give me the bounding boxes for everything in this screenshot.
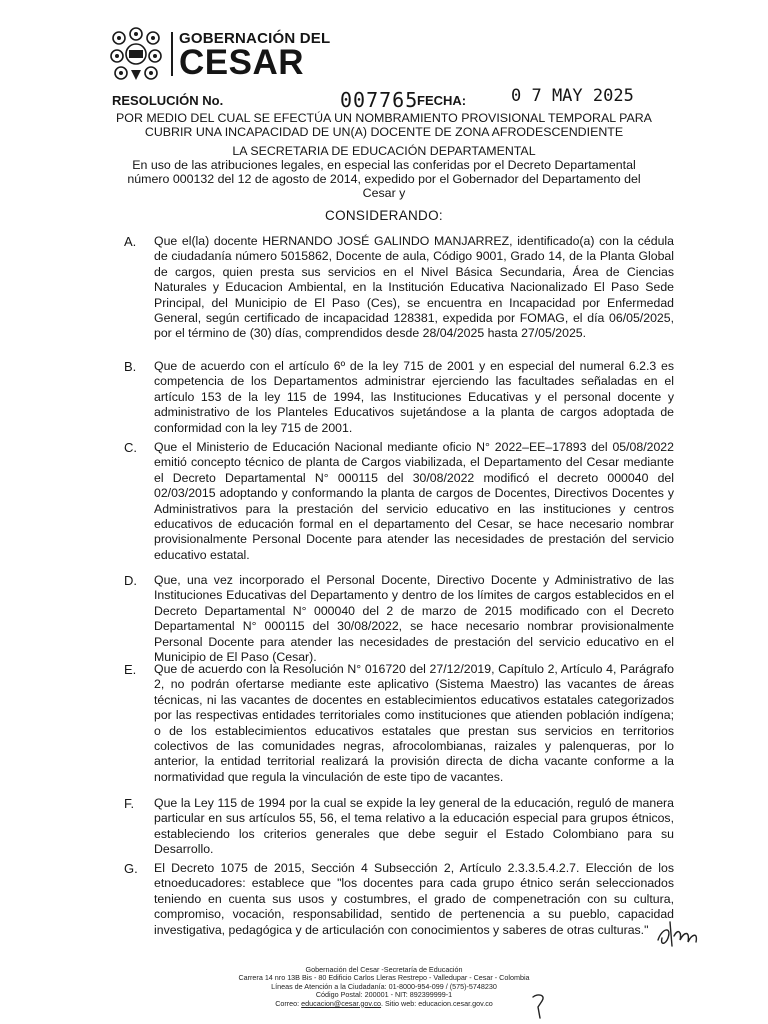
date-stamp: 0 7 MAY 2025 — [511, 86, 634, 106]
clause-text: Que el Ministerio de Educación Nacional mediante oficio N° 2022–EE–17893 del 05/08/2022 emitió concepto técnico de planta de Cargos viabilizada, el Departamento del Cesar mediante el Decreto Departamental N° 000115 del 30/08/2022 modificó el decreto 000040 del 02/03/2015 adoptando y conformando la planta de cargos de Docentes, Directivos Docentes y Administrativos para la prestación del servicio educativo en las instituciones y centros educativos de educación formal en el departamento del Cesar, se hace necesario nombrar provisionalmente Personal Docente para atender las necesidades de prestación del servicio educativo estatal. — [154, 440, 674, 562]
header-logo — [107, 24, 331, 84]
issuer: LA SECRETARIA DE EDUCACIÓN DEPARTAMENTAL — [232, 144, 536, 158]
clause-text: Que, una vez incorporado el Personal Docente, Directivo Docente y Administrativo de las Instituciones Educativas del Departamento y dentro de los límites de cargos establecidos en el Decreto Departamental N° 000040 del 2 de marzo de 2015 modificado con el Decreto Departamental N° 000115 del 30/08/2022, se hace necesario nombrar provisionalmente Personal Docente para atender las necesidades de prestación del servicio educativo en el Municipio de El Paso (Cesar). — [154, 573, 674, 665]
clause-letter: C. — [124, 440, 137, 455]
clause-letter: G. — [124, 861, 138, 876]
date-label: FECHA: — [417, 93, 467, 108]
preamble-line-2: número 000132 del 12 de agosto de 2014, expedido por el Gobernador del Departamento del — [127, 172, 641, 186]
preamble-line-1: En uso de las atribuciones legales, en especial las conferidas por el Decreto Departamental — [132, 158, 636, 172]
clause-text: Que de acuerdo con la Resolución N° 016720 del 27/12/2019, Capítulo 2, Artículo 4, Parágrafo 2, no podrán ofertarse mediante este aplicativo (Sistema Maestro) las vacantes de áreas técnicas, ni las vacantes de docentes en establecimientos educativos estatales categorizados por las respectivas entidades territoriales como instituciones que atienden población indígena; o de los establecimientos educativos estatales que prestan sus servicios en territorios colectivos de las comunidades negras, afrocolombianas, raizales y palenqueras, por lo anterior, la entidad territorial realizará la provisión directa de dicha vacante conforme a la normatividad que regula la vinculación de este tipo de vacantes. — [154, 662, 674, 784]
clause-letter: F. — [124, 796, 135, 811]
clause-letter: A. — [124, 234, 137, 249]
resolution-number: 007765 — [340, 88, 419, 112]
footer-contact — [0, 1000, 768, 1008]
brand-name-bottom: CESAR — [179, 43, 305, 82]
resolution-label: RESOLUCIÓN No. — [112, 93, 224, 108]
footer-web-label: . Sitio web: — [381, 998, 417, 1008]
page-footer — [0, 966, 768, 1008]
preamble-line-3: Cesar y — [362, 186, 406, 200]
footer-phone-lines: Líneas de Atención a la Ciudadanía: 01-8000-954-099 / (575)-5748230 — [271, 981, 497, 991]
footer-web-link[interactable]: educacion.cesar.gov.co — [418, 998, 493, 1008]
clause-letter: E. — [124, 662, 137, 677]
footer-line: Gobernación del Cesar -Secretaría de Educación — [305, 965, 463, 974]
brand-name-top: GOBERNACIÓN DEL — [179, 30, 331, 47]
handwritten-initials — [652, 914, 712, 950]
clause-text: Que de acuerdo con el artículo 6º de la ley 715 de 2001 y en especial del numeral 6.2.3 es competencia de los Departamentos administrar ejerciendo las facultades señaladas en el artículo 153 de la ley 115 de 1994, las Instituciones Educativas y el personal docente y administrativo de los Planteles Educativos sujetándose a la planta de cargos adoptada de conformidad con la ley 715 de 2001. — [154, 359, 674, 435]
footer-email-label: Correo: — [275, 998, 300, 1008]
title-line-1: POR MEDIO DEL CUAL SE EFECTÚA UN NOMBRAMIENTO PROVISIONAL TEMPORAL PARA — [116, 111, 652, 125]
clause-text: Que la Ley 115 de 1994 por la cual se expide la ley general de la educación, reguló de manera particular en sus artículos 55, 56, el tema relativo a la educación especial para grupos étnicos, estableciendo los criterios generales que debe seguir el Estado Colombiano para su Desarrollo. — [154, 796, 674, 857]
footer-address: Carrera 14 nro 13B Bis - 80 Edificio Carlos Lleras Restrepo - Valledupar - Cesar - Colombia — [238, 973, 530, 983]
handwritten-page-mark — [530, 992, 550, 1020]
clause-text: Que el(la) docente HERNANDO JOSÉ GALINDO MANJARREZ, identificado(a) con la cédula de ciudadanía número 5015862, Docente de aula, Código 9001, Grado 14, de la Planta Global de cargos, quien presta sus servicios en el Nivel Básica Secundaria, Área de Ciencias Naturales y Educacion Ambiental, en la Institución Educativa Nacionalizado El Paso Sede Principal, del Municipio de El Paso (Ces), se encuentra en Incapacidad por Enfermedad General, según certificado de incapacidad 128381, expedida por FOMAG, el día 06/05/2025, por el término de (30) días, comprendidos desde 28/04/2025 hasta 27/05/2025. — [154, 234, 674, 341]
coat-of-arms-icon — [107, 26, 165, 82]
clause-letter: B. — [124, 359, 137, 374]
considerando-heading: CONSIDERANDO: — [325, 208, 443, 223]
logo-divider — [171, 32, 173, 76]
clause-letter: D. — [124, 573, 137, 588]
footer-email-link[interactable]: educacion@cesar.gov.co — [301, 998, 382, 1008]
footer-postal-nit: Código Postal: 200001 - NIT: 892399999-1 — [315, 990, 453, 1000]
title-line-2: CUBRIR UNA INCAPACIDAD DE UN(A) DOCENTE DE ZONA AFRODESCENDIENTE — [144, 125, 624, 139]
clause-text: El Decreto 1075 de 2015, Sección 4 Subsección 2, Artículo 2.3.3.5.4.2.7. Elección de los etnoeducadores: establece que "los docentes para cada grupo étnico serán seleccionados teniendo en cuenta sus usos y costumbres, el grado de compenetración con su cultura, compromiso, vocación, responsabilidad, sentido de pertenencia a su pueblo, capacidad investigativa, pedagógica y de articulación con conocimientos y saberes de otras culturas." — [154, 861, 674, 937]
